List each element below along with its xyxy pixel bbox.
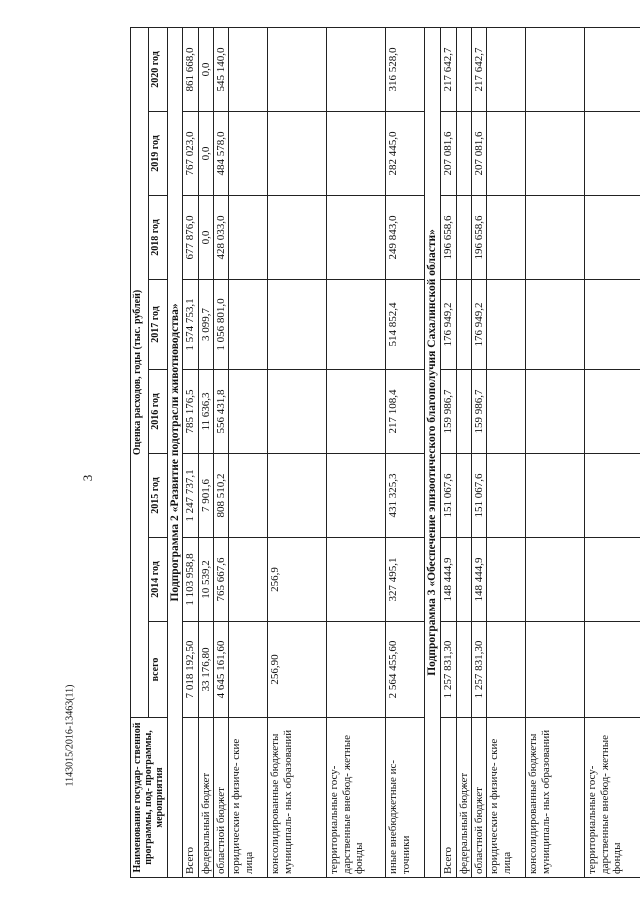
- value-cell: 217 108,4: [386, 370, 425, 454]
- value-cell: 196 658,6: [471, 196, 486, 280]
- value-cell: 4 645 161,60: [214, 622, 229, 718]
- row-label: территориальные госу- дарственные внебюд- жетные фонды: [327, 718, 386, 878]
- value-cell: [456, 538, 471, 622]
- value-cell: [268, 112, 327, 196]
- value-cell: 0,0: [198, 112, 213, 196]
- value-cell: [229, 196, 268, 280]
- value-cell: [327, 27, 386, 111]
- value-cell: 148 444,9: [471, 538, 486, 622]
- value-cell: [456, 370, 471, 454]
- value-cell: 1 574 753,1: [183, 280, 198, 370]
- table-row: [386, 27, 425, 877]
- row-label: иные внебюджетные ис- точники: [386, 718, 425, 878]
- value-cell: [327, 280, 386, 370]
- value-cell: 196 658,6: [441, 196, 456, 280]
- value-cell: [456, 196, 471, 280]
- value-cell: [456, 27, 471, 111]
- value-cell: [327, 622, 386, 718]
- value-cell: [229, 454, 268, 538]
- table-row: [198, 27, 213, 877]
- value-cell: 176 949,2: [471, 280, 486, 370]
- table-row: [214, 27, 229, 877]
- row-label: территориальные госу- дарственные внебюд- жетные фонды: [585, 718, 640, 878]
- value-cell: [229, 622, 268, 718]
- value-cell: [268, 454, 327, 538]
- value-cell: 159 986,7: [441, 370, 456, 454]
- value-cell: 159 986,7: [471, 370, 486, 454]
- row-label: областной бюджет: [471, 718, 486, 878]
- value-cell: [456, 280, 471, 370]
- value-cell: [268, 370, 327, 454]
- rotated-table-container: [130, 28, 623, 878]
- subprogram-title: Подпрограмма 2 «Развитие подотрасли животноводства»: [167, 27, 183, 877]
- value-cell: 808 510,2: [214, 454, 229, 538]
- value-cell: [456, 112, 471, 196]
- header-year: 2017 год: [149, 280, 167, 370]
- value-cell: [229, 27, 268, 111]
- value-cell: [327, 196, 386, 280]
- value-cell: 148 444,9: [441, 538, 456, 622]
- value-cell: 1 056 801,0: [214, 280, 229, 370]
- value-cell: [526, 27, 585, 111]
- value-cell: 256,9: [268, 538, 327, 622]
- table-row: [471, 27, 486, 877]
- value-cell: [526, 622, 585, 718]
- header-year: 2018 год: [149, 196, 167, 280]
- value-cell: 431 325,3: [386, 454, 425, 538]
- value-cell: [327, 112, 386, 196]
- value-cell: [526, 112, 585, 196]
- value-cell: 11 636,3: [198, 370, 213, 454]
- header-estimate: Оценка расходов, годы (тыс. рублей): [131, 27, 149, 717]
- value-cell: 282 445,0: [386, 112, 425, 196]
- value-cell: 207 081,6: [471, 112, 486, 196]
- row-label: консолидированные бюджеты муниципаль- ных образований: [268, 718, 327, 878]
- value-cell: 556 431,8: [214, 370, 229, 454]
- value-cell: 2 564 455,60: [386, 622, 425, 718]
- value-cell: [585, 196, 640, 280]
- table-row: [585, 27, 640, 877]
- value-cell: [487, 196, 526, 280]
- table-row: [487, 27, 526, 877]
- value-cell: [487, 370, 526, 454]
- value-cell: 545 140,0: [214, 27, 229, 111]
- document-id: 1143015/2016-13463(11): [64, 684, 76, 787]
- value-cell: 207 081,6: [441, 112, 456, 196]
- value-cell: [456, 622, 471, 718]
- value-cell: [487, 280, 526, 370]
- table-row: [268, 27, 327, 877]
- header-year: 2020 год: [149, 27, 167, 111]
- header-name-column: Наименование государ- ственной программы, под- программы, мероприятия: [131, 718, 168, 878]
- value-cell: [327, 370, 386, 454]
- value-cell: 765 667,6: [214, 538, 229, 622]
- value-cell: [487, 112, 526, 196]
- value-cell: 785 176,5: [183, 370, 198, 454]
- header-year: 2014 год: [149, 538, 167, 622]
- budget-table: [130, 27, 640, 878]
- value-cell: [585, 27, 640, 111]
- subprogram-title: Подпрограмма 3 «Обеспечение эпизоотического благополучия Сахалинской области»: [425, 27, 441, 877]
- value-cell: [487, 622, 526, 718]
- value-cell: 176 949,2: [441, 280, 456, 370]
- value-cell: 861 668,0: [183, 27, 198, 111]
- value-cell: 1 257 831,30: [471, 622, 486, 718]
- value-cell: [585, 370, 640, 454]
- value-cell: 428 033,0: [214, 196, 229, 280]
- row-label: Всего: [441, 718, 456, 878]
- table-body: [167, 27, 640, 877]
- value-cell: 249 843,0: [386, 196, 425, 280]
- value-cell: 217 642,7: [441, 27, 456, 111]
- value-cell: [526, 370, 585, 454]
- value-cell: 327 495,1: [386, 538, 425, 622]
- value-cell: [229, 370, 268, 454]
- value-cell: 0,0: [198, 27, 213, 111]
- value-cell: [526, 538, 585, 622]
- value-cell: 316 528,0: [386, 27, 425, 111]
- header-year: 2019 год: [149, 112, 167, 196]
- value-cell: 677 876,0: [183, 196, 198, 280]
- value-cell: 1 103 958,8: [183, 538, 198, 622]
- value-cell: [585, 112, 640, 196]
- header-year: 2016 год: [149, 370, 167, 454]
- value-cell: [526, 280, 585, 370]
- value-cell: 3 099,7: [198, 280, 213, 370]
- value-cell: [268, 27, 327, 111]
- value-cell: 7 901,6: [198, 454, 213, 538]
- value-cell: [327, 538, 386, 622]
- table-row: [441, 27, 456, 877]
- value-cell: [268, 280, 327, 370]
- value-cell: [229, 538, 268, 622]
- value-cell: 7 018 192,50: [183, 622, 198, 718]
- value-cell: 10 539,2: [198, 538, 213, 622]
- value-cell: [526, 196, 585, 280]
- table-row: [183, 27, 198, 877]
- row-label: Всего: [183, 718, 198, 878]
- value-cell: 217 642,7: [471, 27, 486, 111]
- value-cell: [487, 538, 526, 622]
- page-number: 3: [80, 474, 95, 482]
- value-cell: 767 023,0: [183, 112, 198, 196]
- table-row: [327, 27, 386, 877]
- table-row: [526, 27, 585, 877]
- value-cell: 1 257 831,30: [441, 622, 456, 718]
- row-label: юридические и физиче- ские лица: [487, 718, 526, 878]
- value-cell: [585, 622, 640, 718]
- value-cell: [487, 454, 526, 538]
- value-cell: [327, 454, 386, 538]
- table-row: [229, 27, 268, 877]
- row-label: федеральный бюджет: [456, 718, 471, 878]
- value-cell: [585, 538, 640, 622]
- value-cell: [229, 280, 268, 370]
- row-label: юридические и физиче- ские лица: [229, 718, 268, 878]
- value-cell: [585, 454, 640, 538]
- table-row: [456, 27, 471, 877]
- value-cell: 514 852,4: [386, 280, 425, 370]
- value-cell: 484 578,0: [214, 112, 229, 196]
- value-cell: 1 247 737,1: [183, 454, 198, 538]
- value-cell: 33 176,80: [198, 622, 213, 718]
- row-label: консолидированные бюджеты муниципаль- ных образований: [526, 718, 585, 878]
- value-cell: 151 067,6: [471, 454, 486, 538]
- header-year: всего: [149, 622, 167, 718]
- row-label: федеральный бюджет: [198, 718, 213, 878]
- value-cell: [456, 454, 471, 538]
- value-cell: 0,0: [198, 196, 213, 280]
- value-cell: [487, 27, 526, 111]
- value-cell: [268, 196, 327, 280]
- value-cell: [526, 454, 585, 538]
- value-cell: [585, 280, 640, 370]
- header-year: 2015 год: [149, 454, 167, 538]
- row-label: областной бюджет: [214, 718, 229, 878]
- value-cell: 256,90: [268, 622, 327, 718]
- value-cell: [229, 112, 268, 196]
- value-cell: 151 067,6: [441, 454, 456, 538]
